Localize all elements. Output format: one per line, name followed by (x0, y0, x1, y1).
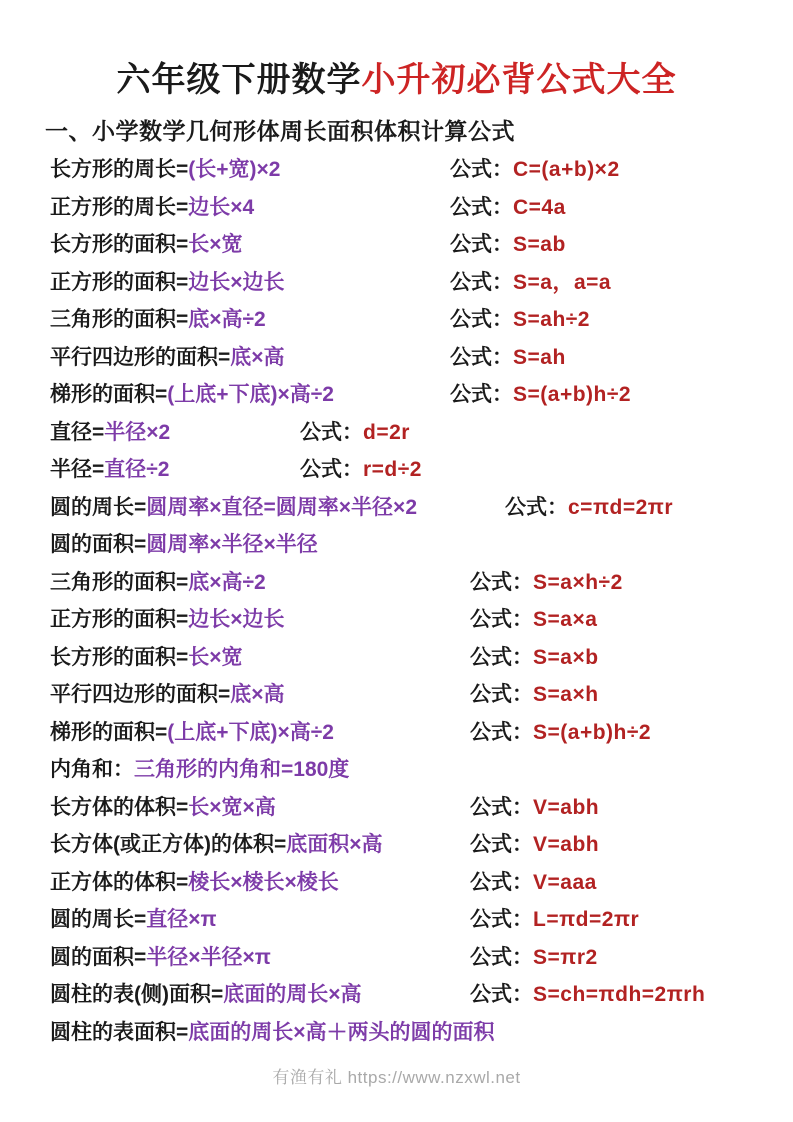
formula-text: S=πr2 (533, 945, 598, 969)
formula-row-definition (50, 158, 280, 181)
formula-row-definition (50, 196, 254, 219)
formula-row-definition (50, 608, 285, 631)
formula-row-definition (50, 233, 243, 256)
definition-highlight: 底×高 (230, 345, 285, 369)
definition-highlight: 直径×π (146, 908, 217, 931)
formula-row-definition (50, 421, 170, 444)
definition-highlight: 长×宽 (188, 233, 243, 256)
definition-highlight: 底×高÷2 (188, 570, 266, 594)
formula-block (470, 976, 705, 1014)
formula-row (50, 1014, 793, 1052)
definition-text: 长方形的周长= (50, 158, 189, 181)
formula-block (300, 451, 422, 489)
definition-highlight: (上底+下底)×高÷2 (167, 383, 334, 406)
formula-text: V=abh (533, 833, 600, 856)
page-title (0, 52, 793, 101)
formula-row (50, 939, 793, 977)
formula-text: S=a×a (533, 608, 598, 631)
formula-row (50, 639, 793, 677)
formula-block (450, 264, 611, 302)
definition-text: 三角形的面积= (50, 570, 189, 594)
definition-text: 平行四边形的面积= (50, 683, 231, 706)
formula-text: S=ah÷2 (513, 308, 590, 331)
definition-highlight: 圆周率×半径×半径 (146, 533, 318, 556)
formula-block (450, 339, 566, 377)
formula-label: 公式： (470, 683, 533, 706)
definition-text: 长方形的面积= (50, 645, 189, 669)
formula-text: V=abh (533, 795, 600, 819)
definition-highlight: 三角形的内角和=180度 (134, 758, 350, 781)
formula-row (50, 601, 793, 639)
formula-text: c=πd=2πr (568, 495, 674, 519)
formula-row-definition (50, 871, 339, 894)
definition-highlight: 边长×边长 (188, 608, 285, 631)
formula-row (50, 451, 793, 489)
formula-text: C=4a (513, 195, 566, 219)
formula-block (450, 226, 566, 264)
formula-row-definition (50, 458, 169, 481)
definition-text: 正方形的面积= (50, 270, 189, 294)
formula-label: 公式： (505, 495, 568, 519)
definition-highlight: 长×宽 (188, 645, 243, 669)
page-title-red: 小升初必背公式大全 (361, 61, 677, 99)
definition-highlight: (长+宽)×2 (188, 158, 281, 181)
definition-highlight: 棱长×棱长×棱长 (188, 870, 339, 894)
formula-text: S=ab (513, 233, 566, 256)
formula-block (470, 601, 597, 639)
formula-row (50, 826, 793, 864)
formula-label: 公式： (300, 458, 363, 481)
formula-block (450, 151, 620, 189)
definition-highlight: (上底+下底)×高÷2 (167, 720, 334, 744)
definition-highlight: 直径÷2 (104, 458, 170, 481)
definition-text: 正方体的体积= (50, 870, 189, 894)
formula-text: S=ch=πdh=2πrh (533, 983, 706, 1006)
formula-row (50, 226, 793, 264)
formula-label: 公式： (470, 608, 533, 631)
formula-row-definition (50, 308, 266, 331)
formula-row-definition (50, 533, 318, 556)
formula-row (50, 676, 793, 714)
formula-block (470, 789, 599, 827)
definition-highlight: 长×宽×高 (188, 795, 276, 819)
formula-text: S=a×b (533, 645, 599, 669)
formula-label: 公式： (450, 195, 513, 219)
formula-block (300, 414, 410, 452)
formula-list (50, 151, 793, 1051)
definition-text: 三角形的面积= (50, 308, 189, 331)
formula-row (50, 751, 793, 789)
formula-row (50, 976, 793, 1014)
formula-block (450, 376, 631, 414)
formula-text: V=aaa (533, 870, 597, 894)
formula-label: 公式： (450, 158, 513, 181)
definition-highlight: 底×高 (230, 683, 285, 706)
formula-row (50, 789, 793, 827)
formula-label: 公式： (470, 720, 533, 744)
formula-text: S=a，a=a (513, 270, 612, 294)
formula-label: 公式： (470, 795, 533, 819)
formula-row (50, 189, 793, 227)
formula-block (470, 639, 599, 677)
formula-row (50, 339, 793, 377)
definition-text: 圆的周长= (50, 908, 147, 931)
formula-row (50, 526, 793, 564)
formula-row (50, 414, 793, 452)
definition-text: 梯形的面积= (50, 383, 168, 406)
formula-row-definition (50, 796, 276, 819)
definition-text: 长方体(或正方体)的体积= (50, 833, 287, 856)
formula-row-definition (50, 346, 285, 369)
formula-row (50, 714, 793, 752)
formula-label: 公式： (470, 570, 533, 594)
formula-text: S=(a+b)h÷2 (513, 383, 632, 406)
formula-label: 公式： (450, 383, 513, 406)
definition-highlight: 圆周率×直径=圆周率×半径×2 (146, 495, 417, 519)
definition-text: 圆柱的表面积= (50, 1020, 189, 1044)
formula-label: 公式： (470, 983, 533, 1006)
formula-row-definition (50, 908, 217, 931)
formula-row (50, 864, 793, 902)
formula-label: 公式： (450, 308, 513, 331)
formula-row (50, 151, 793, 189)
definition-text: 正方形的周长= (50, 195, 189, 219)
definition-text: 长方体的体积= (50, 795, 189, 819)
definition-text: 圆柱的表(侧)面积= (50, 983, 224, 1006)
formula-label: 公式： (470, 870, 533, 894)
formula-text: S=(a+b)h÷2 (533, 720, 652, 744)
formula-text: S=a×h (533, 683, 599, 706)
formula-text: S=ah (513, 345, 566, 369)
definition-text: 长方形的面积= (50, 233, 189, 256)
definition-text: 半径= (50, 458, 105, 481)
definition-highlight: 底×高÷2 (188, 308, 266, 331)
formula-row-definition (50, 833, 383, 856)
formula-block (470, 864, 597, 902)
definition-text: 梯形的面积= (50, 720, 168, 744)
formula-text: L=πd=2πr (533, 908, 640, 931)
formula-row (50, 376, 793, 414)
definition-highlight: 底面积×高 (286, 833, 383, 856)
formula-block (505, 489, 673, 527)
formula-row (50, 901, 793, 939)
formula-block (470, 676, 599, 714)
formula-text: C=(a+b)×2 (513, 158, 620, 181)
formula-row-definition (50, 383, 334, 406)
formula-block (470, 714, 651, 752)
definition-text: 圆的面积= (50, 533, 147, 556)
formula-label: 公式： (470, 908, 533, 931)
footer-watermark: 有渔有礼 https://www.nzxwl.net (272, 1068, 521, 1087)
formula-row (50, 564, 793, 602)
formula-label: 公式： (300, 420, 363, 444)
page-title-black: 六年级下册数学 (116, 61, 362, 99)
formula-block (470, 939, 598, 977)
formula-row-definition (50, 1021, 495, 1044)
formula-label: 公式： (470, 833, 533, 856)
formula-text: S=a×h÷2 (533, 570, 623, 594)
formula-row-definition (50, 721, 334, 744)
formula-label: 公式： (470, 945, 533, 969)
definition-highlight: 半径×半径×π (146, 945, 271, 969)
formula-row-definition (50, 758, 349, 781)
formula-row-definition (50, 271, 285, 294)
definition-text: 正方形的面积= (50, 608, 189, 631)
section-heading: 一、小学数学几何形体周长面积体积计算公式 (45, 118, 515, 144)
definition-highlight: 底面的周长×高＋两头的圆的面积 (188, 1020, 495, 1044)
definition-highlight: 边长×4 (188, 195, 255, 219)
definition-text: 直径= (50, 420, 105, 444)
formula-block (450, 189, 566, 227)
formula-row-definition (50, 946, 271, 969)
definition-highlight: 底面的周长×高 (223, 983, 362, 1006)
definition-text: 平行四边形的面积= (50, 345, 231, 369)
formula-row-definition (50, 683, 285, 706)
formula-label: 公式： (470, 645, 533, 669)
formula-row-definition (50, 571, 266, 594)
definition-text: 圆的面积= (50, 945, 147, 969)
formula-label: 公式： (450, 270, 513, 294)
formula-block (450, 301, 590, 339)
formula-row (50, 489, 793, 527)
formula-block (470, 564, 623, 602)
formula-text: r=d÷2 (363, 458, 422, 481)
formula-row-definition (50, 646, 243, 669)
definition-text: 内角和： (50, 758, 134, 781)
formula-row (50, 301, 793, 339)
formula-row (50, 264, 793, 302)
definition-highlight: 边长×边长 (188, 270, 285, 294)
definition-text: 圆的周长= (50, 495, 147, 519)
formula-text: d=2r (363, 420, 410, 444)
formula-label: 公式： (450, 345, 513, 369)
formula-row-definition (50, 983, 362, 1006)
formula-block (470, 901, 639, 939)
formula-row-definition (50, 496, 417, 519)
formula-block (470, 826, 599, 864)
definition-highlight: 半径×2 (104, 420, 171, 444)
formula-label: 公式： (450, 233, 513, 256)
